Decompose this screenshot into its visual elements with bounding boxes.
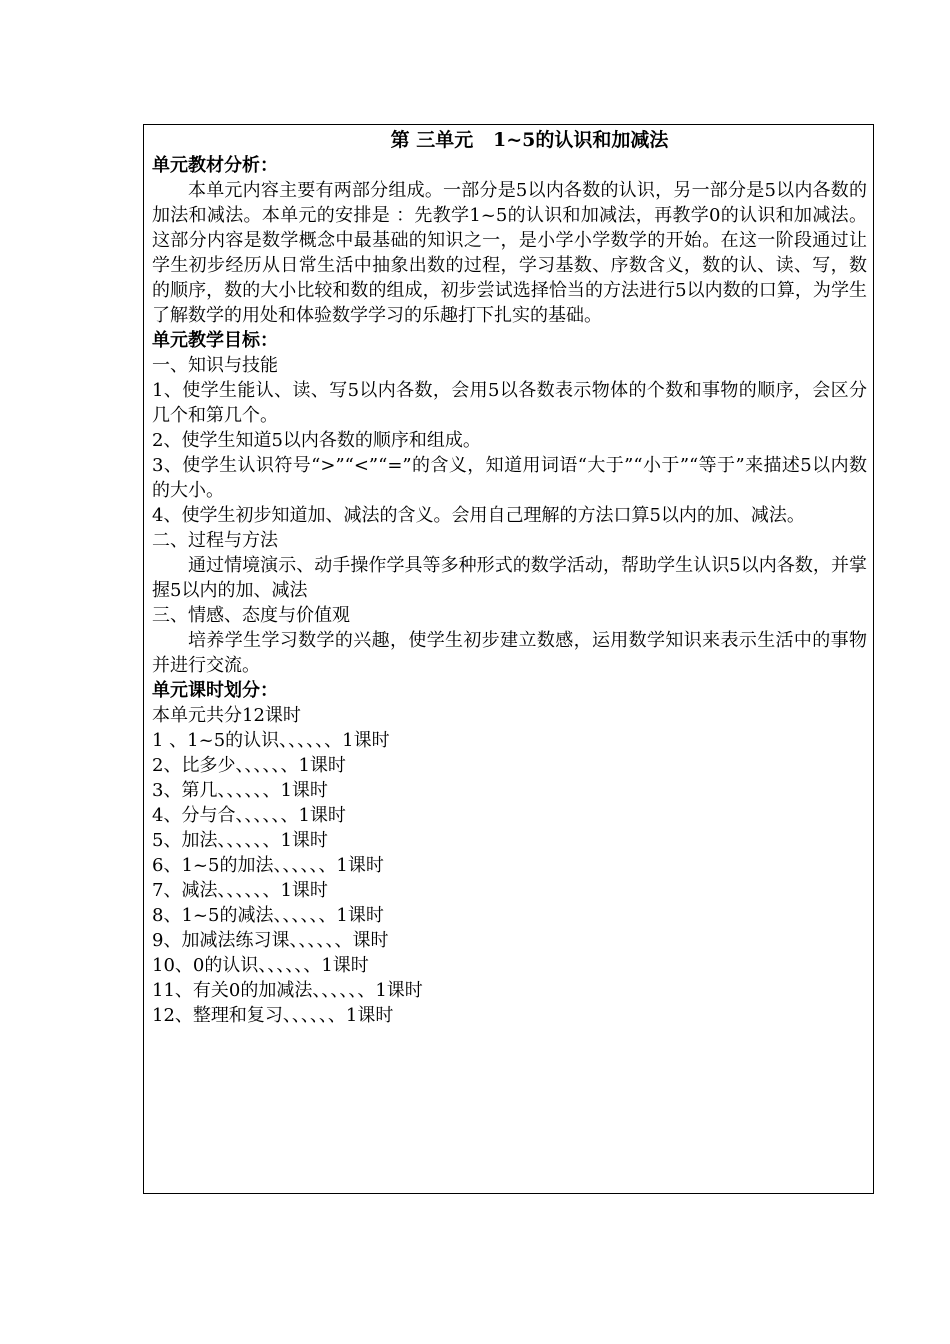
schedule-item: 4、分与合、、、、、、1课时	[152, 805, 346, 826]
schedule-item: 2、比多少、、、、、、1课时	[152, 755, 346, 776]
goals-heading: 单元教学目标：	[152, 330, 278, 351]
schedule-item: 5、加法、、、、、、1课时	[152, 830, 328, 851]
knowledge-item: 3、使学生认识符号“>”“<”“=”的含义，知道用词语“大于”“小于”“等于”来描述5以内数的大小。	[152, 455, 867, 501]
analysis-body: 本单元内容主要有两部分组成。一部分是5以内各数的认识，另一部分是5以内各数的加法和减法。本单元的安排是 ：先教学1~5的认识和加减法，再教学0的认识和加减法。这部分内容是数学概念中最基础的知识之一，是小学小学数学的开始。在这一阶段通过让学生初步经历从日常生活中抽象出数的过程，学习基数、序数含义，数的认、读、写，数的顺序，数的大小比较和数的组成，初步尝试选择恰当的方法进行5以内数的口算，为学生了解数学的用处和体验数学学习的乐趣打下扎实的基础。	[152, 180, 867, 326]
lesson-plan-frame	[143, 124, 874, 1194]
emotion-heading: 三、情感、态度与价值观	[152, 605, 350, 626]
schedule-item: 1 、1~5的认识、、、、、、1课时	[152, 730, 390, 751]
process-heading: 二、过程与方法	[152, 530, 278, 551]
analysis-heading: 单元教材分析：	[152, 155, 278, 176]
emotion-body: 培养学生学习数学的兴趣，使学生初步建立数感，运用数学知识来表示生活中的事物并进行交流。	[152, 630, 867, 676]
unit-title: 第 三单元 1~5的认识和加减法	[390, 129, 669, 151]
schedule-item: 6、1~5的加法、、、、、、1课时	[152, 855, 384, 876]
schedule-item: 10、0的认识、、、、、、1课时	[152, 955, 369, 976]
schedule-item: 3、第几、、、、、、1课时	[152, 780, 328, 801]
schedule-heading: 单元课时划分：	[152, 680, 278, 701]
schedule-item: 9、加减法练习课、、、、、、课时	[152, 930, 389, 951]
knowledge-item: 1、使学生能认、读、写5以内各数，会用5以各数表示物体的个数和事物的顺序，会区分几个和第几个。	[152, 380, 867, 426]
schedule-item: 8、1~5的减法、、、、、、1课时	[152, 905, 384, 926]
knowledge-heading: 一、知识与技能	[152, 355, 278, 376]
schedule-total: 本单元共分12课时	[152, 705, 301, 726]
schedule-item: 11、有关0的加减法、、、、、、1课时	[152, 980, 423, 1001]
process-body: 通过情境演示、动手操作学具等多种形式的数学活动，帮助学生认识5以内各数，并掌握5以内的加、减法	[152, 555, 867, 601]
schedule-item: 7、减法、、、、、、1课时	[152, 880, 328, 901]
schedule-item: 12、整理和复习、、、、、、1课时	[152, 1005, 394, 1026]
knowledge-item: 4、使学生初步知道加、减法的含义。会用自己理解的方法口算5以内的加、减法。	[152, 505, 805, 526]
knowledge-item: 2、使学生知道5以内各数的顺序和组成。	[152, 430, 481, 451]
